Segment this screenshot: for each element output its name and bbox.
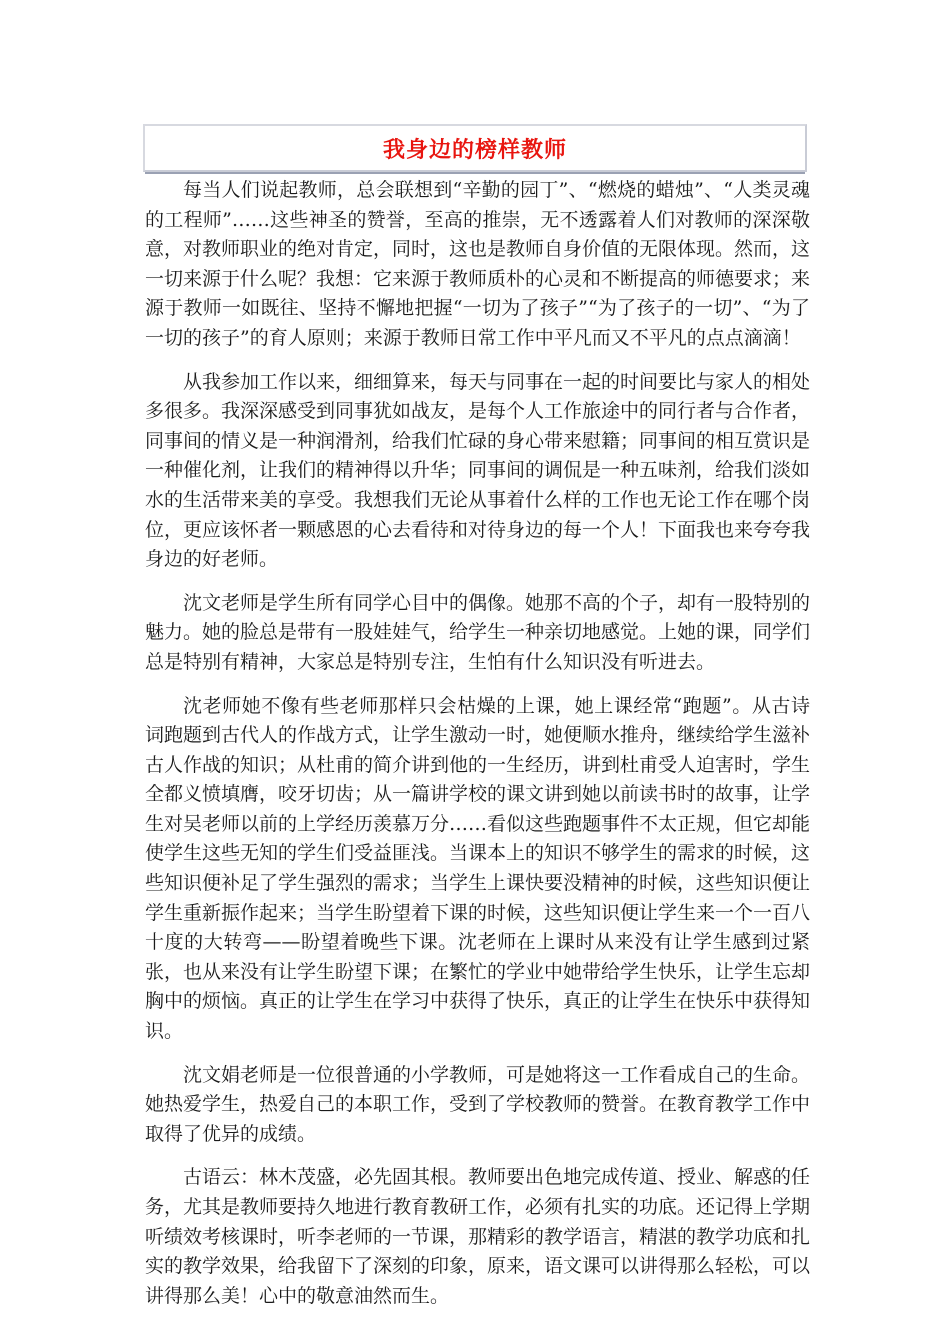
paragraph-4: 沈老师她不像有些老师那样只会枯燥的上课，她上课经常“跑题”。从古诗词跑题到古代人的作战方式，让学生激动一时，她便顺水推舟，继续给学生滋补古人作战的知识；从杜甫的简介讲到他的一生经历，讲到杜甫受人迫害时，学生全都义愤填膺，咬牙切齿；从一篇讲学校的课文讲到她以前读书时的故事，让学生对吴老师以前的上学经历羡慕万分……看似这些跑题事件不太正规，但它却能使学生这些无知的学生们受益匪浅。当课本上的知识不够学生的需求的时候，这些知识便补足了学生强烈的需求；当学生上课快要没精神的时候，这些知识便让学生重新振作起来；当学生盼望着下课的时候，这些知识便让学生来一个一百八十度的大转弯——盼望着晚些下课。沈老师在上课时从来没有让学生感到过紧张，也从来没有让学生盼望下课；在繁忙的学业中她带给学生快乐，让学生忘却胸中的烦恼。真正的让学生在学习中获得了快乐，真正的让学生在快乐中获得知识。 (145, 694, 811, 1043)
article-body (145, 176, 810, 1325)
paragraph-6: 古语云：林木茂盛，必先固其根。教师要出色地完成传道、授业、解惑的任务，尤其是教师要持久地进行教育教研工作，必须有扎实的功底。还记得上学期听绩效考核课时，听李老师的一节课，那精彩的教学语言，精湛的教学功底和扎实的教学效果，给我留下了深刻的印象，原来，语文课可以讲得那么轻松，可以讲得那么美！心中的敬意油然而生。 (145, 1166, 811, 1307)
page-title: 我身边的榜样教师 (382, 137, 567, 163)
paragraph-5: 沈文娟老师是一位很普通的小学教师，可是她将这一工作看成自己的生命。她热爱学生，热爱自己的本职工作，受到了学校教师的赞誉。在教育教学工作中取得了优异的成绩。 (145, 1063, 811, 1145)
paragraph-3: 沈文老师是学生所有同学心目中的偶像。她那不高的个子，却有一股特别的魅力。她的脸总是带有一股娃娃气，给学生一种亲切地感觉。上她的课，同学们总是特别有精神，大家总是特别专注，生怕有什么知识没有听进去。 (145, 591, 811, 673)
title-box (143, 124, 807, 172)
paragraph-1: 每当人们说起教师，总会联想到“辛勤的园丁”、“燃烧的蜡烛”、“人类灵魂的工程师”……这些神圣的赞誉，至高的推崇，无不透露着人们对教师的深深敬意，对教师职业的绝对肯定，同时，这也是教师自身价值的无限体现。然而，这一切来源于什么呢？我想：它来源于教师质朴的心灵和不断提高的师德要求；来源于教师一如既往、坚持不懈地把握“一切为了孩子”“为了孩子的一切”、“为了一切的孩子”的育人原则；来源于教师日常工作中平凡而又不平凡的点点滴滴！ (145, 179, 811, 349)
paragraph-2: 从我参加工作以来，细细算来，每天与同事在一起的时间要比与家人的相处多很多。我深深感受到同事犹如战友，是每个人工作旅途中的同行者与合作者，同事间的情义是一种润滑剂，给我们忙碌的身心带来慰籍；同事间的相互赏识是一种催化剂，让我们的精神得以升华；同事间的调侃是一种五味剂，给我们淡如水的生活带来美的享受。我想我们无论从事着什么样的工作也无论工作在哪个岗位，更应该怀者一颗感恩的心去看待和对待身边的每一个人！下面我也来夸夸我身边的好老师。 (145, 370, 811, 571)
